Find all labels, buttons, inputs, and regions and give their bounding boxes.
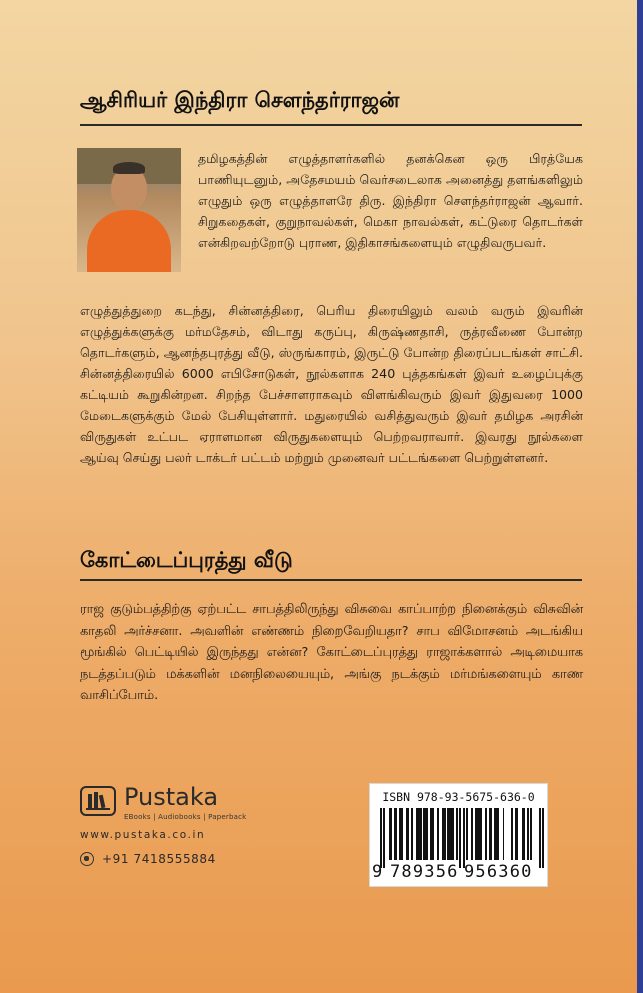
- barcode-digits-left: 789356: [390, 862, 459, 882]
- barcode-digit-lead: 9: [372, 862, 383, 882]
- barcode-bar: [539, 808, 541, 868]
- barcode-bar: [456, 808, 458, 860]
- barcode-bar: [408, 808, 410, 860]
- barcode-bar: [390, 808, 392, 860]
- publisher-tagline: EBooks | Audiobooks | Paperback: [124, 813, 247, 821]
- barcode-bar: [542, 808, 544, 868]
- barcode-bar: [466, 808, 468, 860]
- author-bio-continued: எழுத்துத்துறை கடந்து, சின்னத்திரை, பெரிய திரையிலும் வலம் வரும் இவரின் எழுத்துக்களுக்கு மர்மதேசம், விடாது கருப்பு, கிருஷ்ணதாசி, ருத்ரவீணை போன்ற தொடர்களும், ஆனந்தபுரத்து வீடு, ஸ்ருங்காரம், இருட்டு போன்ற திரைப்படங்கள் சாட்சி. சின்னத்திரையில் 6000 எபிசோடுகள், நூல்களாக 240 புத்தகங்கள் இவர் உழைப்புக்கு கட்டியம் கூறுகின்றன. சிறந்த பேச்சாளராகவும் விளங்கிவரும் இவர் இதுவரை 1000 மேடைகளுக்கும் மேல் பேசியுள்ளார். மதுரையில் வசித்துவரும் இவர் தமிழக அரசின் விருதுகள் உட்பட ஏராளமான விருதுகளையும் பெற்றவராவார். இவரது நூல்களை ஆய்வு செய்து பலர் டாக்டர் பட்டம் மற்றும் முனைவர் பட்டங்களை பெற்றுள்ளனர்.: [80, 303, 583, 465]
- barcode-bar: [485, 808, 487, 860]
- divider-rule: [80, 579, 582, 581]
- barcode-bar: [516, 808, 518, 860]
- barcode-bar: [427, 808, 429, 860]
- barcode-bar: [480, 808, 482, 860]
- whatsapp-icon: [80, 852, 94, 866]
- barcode-bar: [497, 808, 499, 860]
- isbn-barcode: [369, 783, 548, 887]
- author-section-title: ஆசிரியர் இந்திரா சௌந்தர்ராஜன்: [80, 88, 400, 112]
- divider-rule: [80, 124, 582, 126]
- barcode-bar: [471, 808, 473, 860]
- book-blurb: ராஜ குடும்பத்திற்கு ஏற்பட்ட சாபத்திலிருந்து விசுவை காப்பாற்ற நினைக்கும் விசுவின் காதலி அர்ச்சனா. அவளின் எண்ணம் நிறைவேறியதா? சாப விமோசனம் அடங்கிய மூங்கில் பெட்டியில் இருந்தது என்ன? கோட்டைப்புரத்து ராஜாக்களால் அடிமையாக நடத்தப்படும் மக்களின் மனநிலையையும், அங்கு நடக்கும் மர்மங்களையும் காண வாசிப்போம்.: [80, 602, 583, 703]
- barcode-bar: [503, 808, 505, 860]
- barcode-bar: [459, 808, 461, 868]
- barcode-digits-right: 956360: [464, 862, 533, 882]
- barcode-bar: [401, 808, 403, 860]
- barcode-bar: [453, 808, 455, 860]
- publisher-name: Pustaka: [124, 783, 219, 811]
- spine-band: [637, 0, 643, 993]
- barcode-bar: [396, 808, 398, 860]
- books-stack-icon: [80, 786, 116, 816]
- barcode-bar: [432, 808, 434, 860]
- publisher-website[interactable]: www.pustaka.co.in: [80, 829, 206, 841]
- barcode-bar: [444, 808, 446, 860]
- barcode-bar: [511, 808, 513, 860]
- barcode-bars: [380, 808, 544, 868]
- publisher-phone: [80, 852, 216, 866]
- barcode-bar: [411, 808, 413, 860]
- barcode-bar: [490, 808, 492, 860]
- isbn-label: ISBN 978-93-5675-636-0: [382, 790, 535, 804]
- barcode-bar: [463, 808, 465, 868]
- barcode-bar: [437, 808, 439, 860]
- barcode-bar: [383, 808, 385, 868]
- barcode-bar: [530, 808, 532, 860]
- barcode-bar: [420, 808, 422, 860]
- barcode-bar: [523, 808, 525, 860]
- phone-number: +91 7418555884: [102, 852, 216, 866]
- barcode-bar: [380, 808, 382, 868]
- author-photo: [77, 148, 181, 272]
- barcode-bar: [527, 808, 529, 860]
- book-title: கோட்டைப்புரத்து வீடு: [80, 548, 293, 572]
- author-bio-intro: தமிழகத்தின் எழுத்தாளர்களில் தனக்கென ஒரு பிரத்யேக பாணியுடனும், அதேசமயம் வெர்சடைலாக அனைத்து தளங்களிலும் எழுதும் ஒரு எழுத்தாளரே திரு. இந்திரா சௌந்தர்ராஜன் ஆவார். சிறுகதைகள், குறுநாவல்கள், மெகா நாவல்கள், கட்டுரை தொடர்கள் என்கிறவற்றோடு புராண, இதிகாசங்களையும் எழுதிவருபவர்.: [198, 151, 583, 250]
